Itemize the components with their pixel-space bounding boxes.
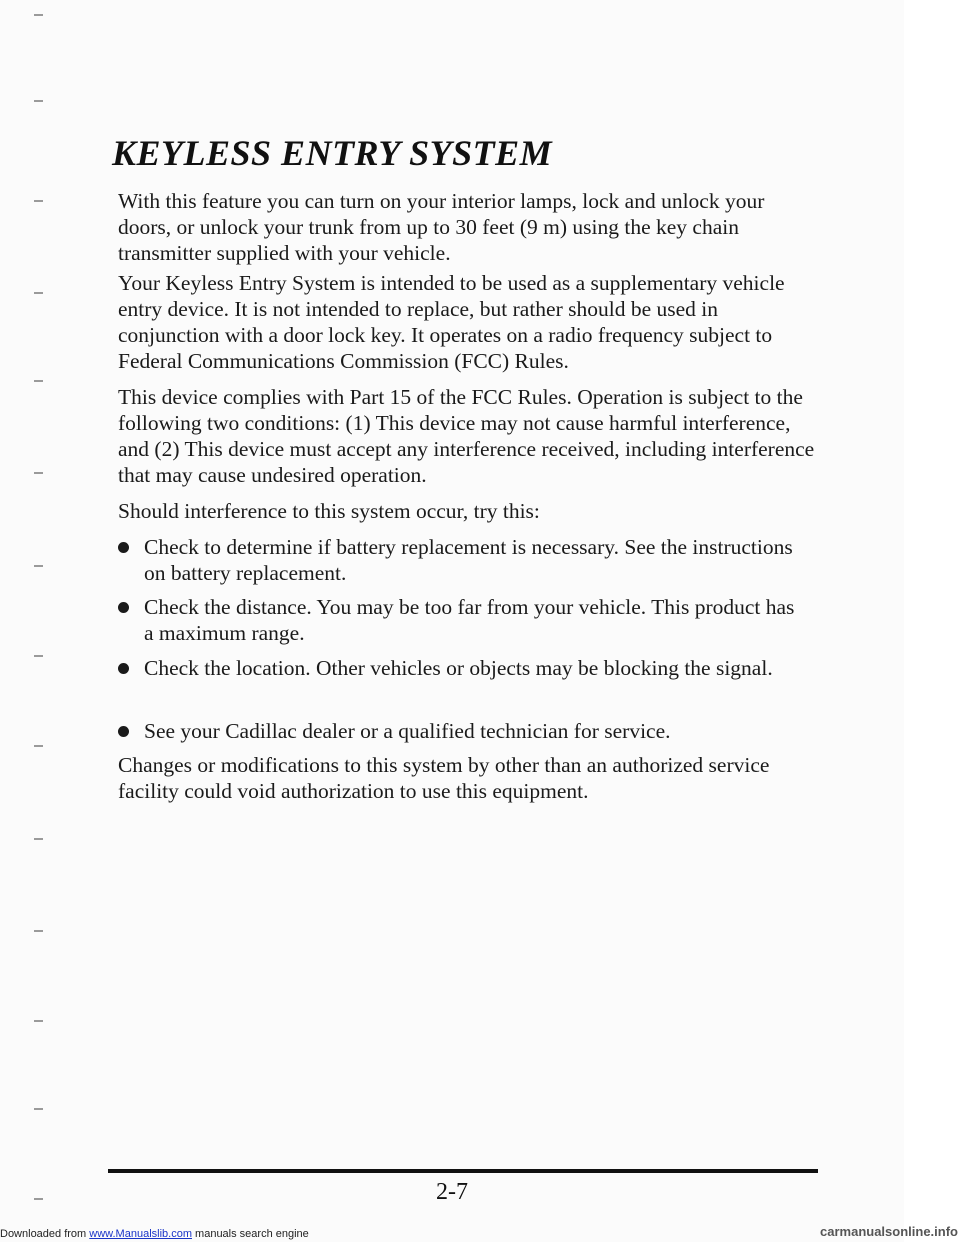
list-item-text: Check to determine if battery replacement is necessary. See the instructions on battery replacement. <box>144 535 793 585</box>
bullet-icon <box>118 542 129 553</box>
margin-mark <box>34 1108 43 1110</box>
margin-mark <box>34 14 43 16</box>
page-number: 2-7 <box>436 1179 468 1205</box>
margin-mark <box>34 565 43 567</box>
bullet-icon <box>118 726 129 737</box>
paragraph-fcc: This device complies with Part 15 of the FCC Rules. Operation is subject to the following two conditions: (1) This device may not cause harmful interference, and (2) This device must accept any interference received, including interference that may cause undesired operation. <box>118 385 815 487</box>
margin-mark <box>34 745 43 747</box>
paragraph-closing: Changes or modifications to this system by other than an authorized service facility could void authorization to use this equipment. <box>118 753 770 803</box>
list-item-text: Check the location. Other vehicles or objects may be blocking the signal. <box>144 656 773 680</box>
paragraph-supplementary: Your Keyless Entry System is intended to be used as a supplementary vehicle entry device. It is not intended to replace, but rather should be used in conjunction with a door lock key. It operates on a radio frequency subject to Federal Communications Commission (FCC) Rules. <box>118 271 785 373</box>
margin-mark <box>34 930 43 932</box>
bullet-icon <box>118 602 129 613</box>
list-item-text: Check the distance. You may be too far from your vehicle. This product has a maximum range. <box>144 595 795 645</box>
manualslib-link[interactable]: www.Manualslib.com <box>89 1228 192 1240</box>
bullet-icon <box>118 663 129 674</box>
footer-rule <box>108 1169 818 1173</box>
page-title: KEYLESS ENTRY SYSTEM <box>112 133 553 173</box>
margin-mark <box>34 1020 43 1022</box>
site-watermark: carmanualsonline.info <box>820 1224 958 1239</box>
download-footer <box>0 1228 309 1240</box>
margin-mark <box>34 100 43 102</box>
margin-mark <box>34 380 43 382</box>
footer-suffix: manuals search engine <box>191 1228 309 1240</box>
footer-prefix: Downloaded from <box>0 1228 90 1240</box>
margin-mark <box>34 838 43 840</box>
margin-mark <box>34 292 43 294</box>
paragraph-interference: Should interference to this system occur, try this: <box>118 499 540 523</box>
paragraph-intro: With this feature you can turn on your interior lamps, lock and unlock your doors, or unlock your trunk from up to 30 feet (9 m) using the key chain transmitter supplied with your vehicle. <box>118 189 765 265</box>
margin-mark <box>34 200 43 202</box>
margin-mark <box>34 655 43 657</box>
list-item-text: See your Cadillac dealer or a qualified technician for service. <box>144 719 671 743</box>
margin-mark <box>34 472 43 474</box>
